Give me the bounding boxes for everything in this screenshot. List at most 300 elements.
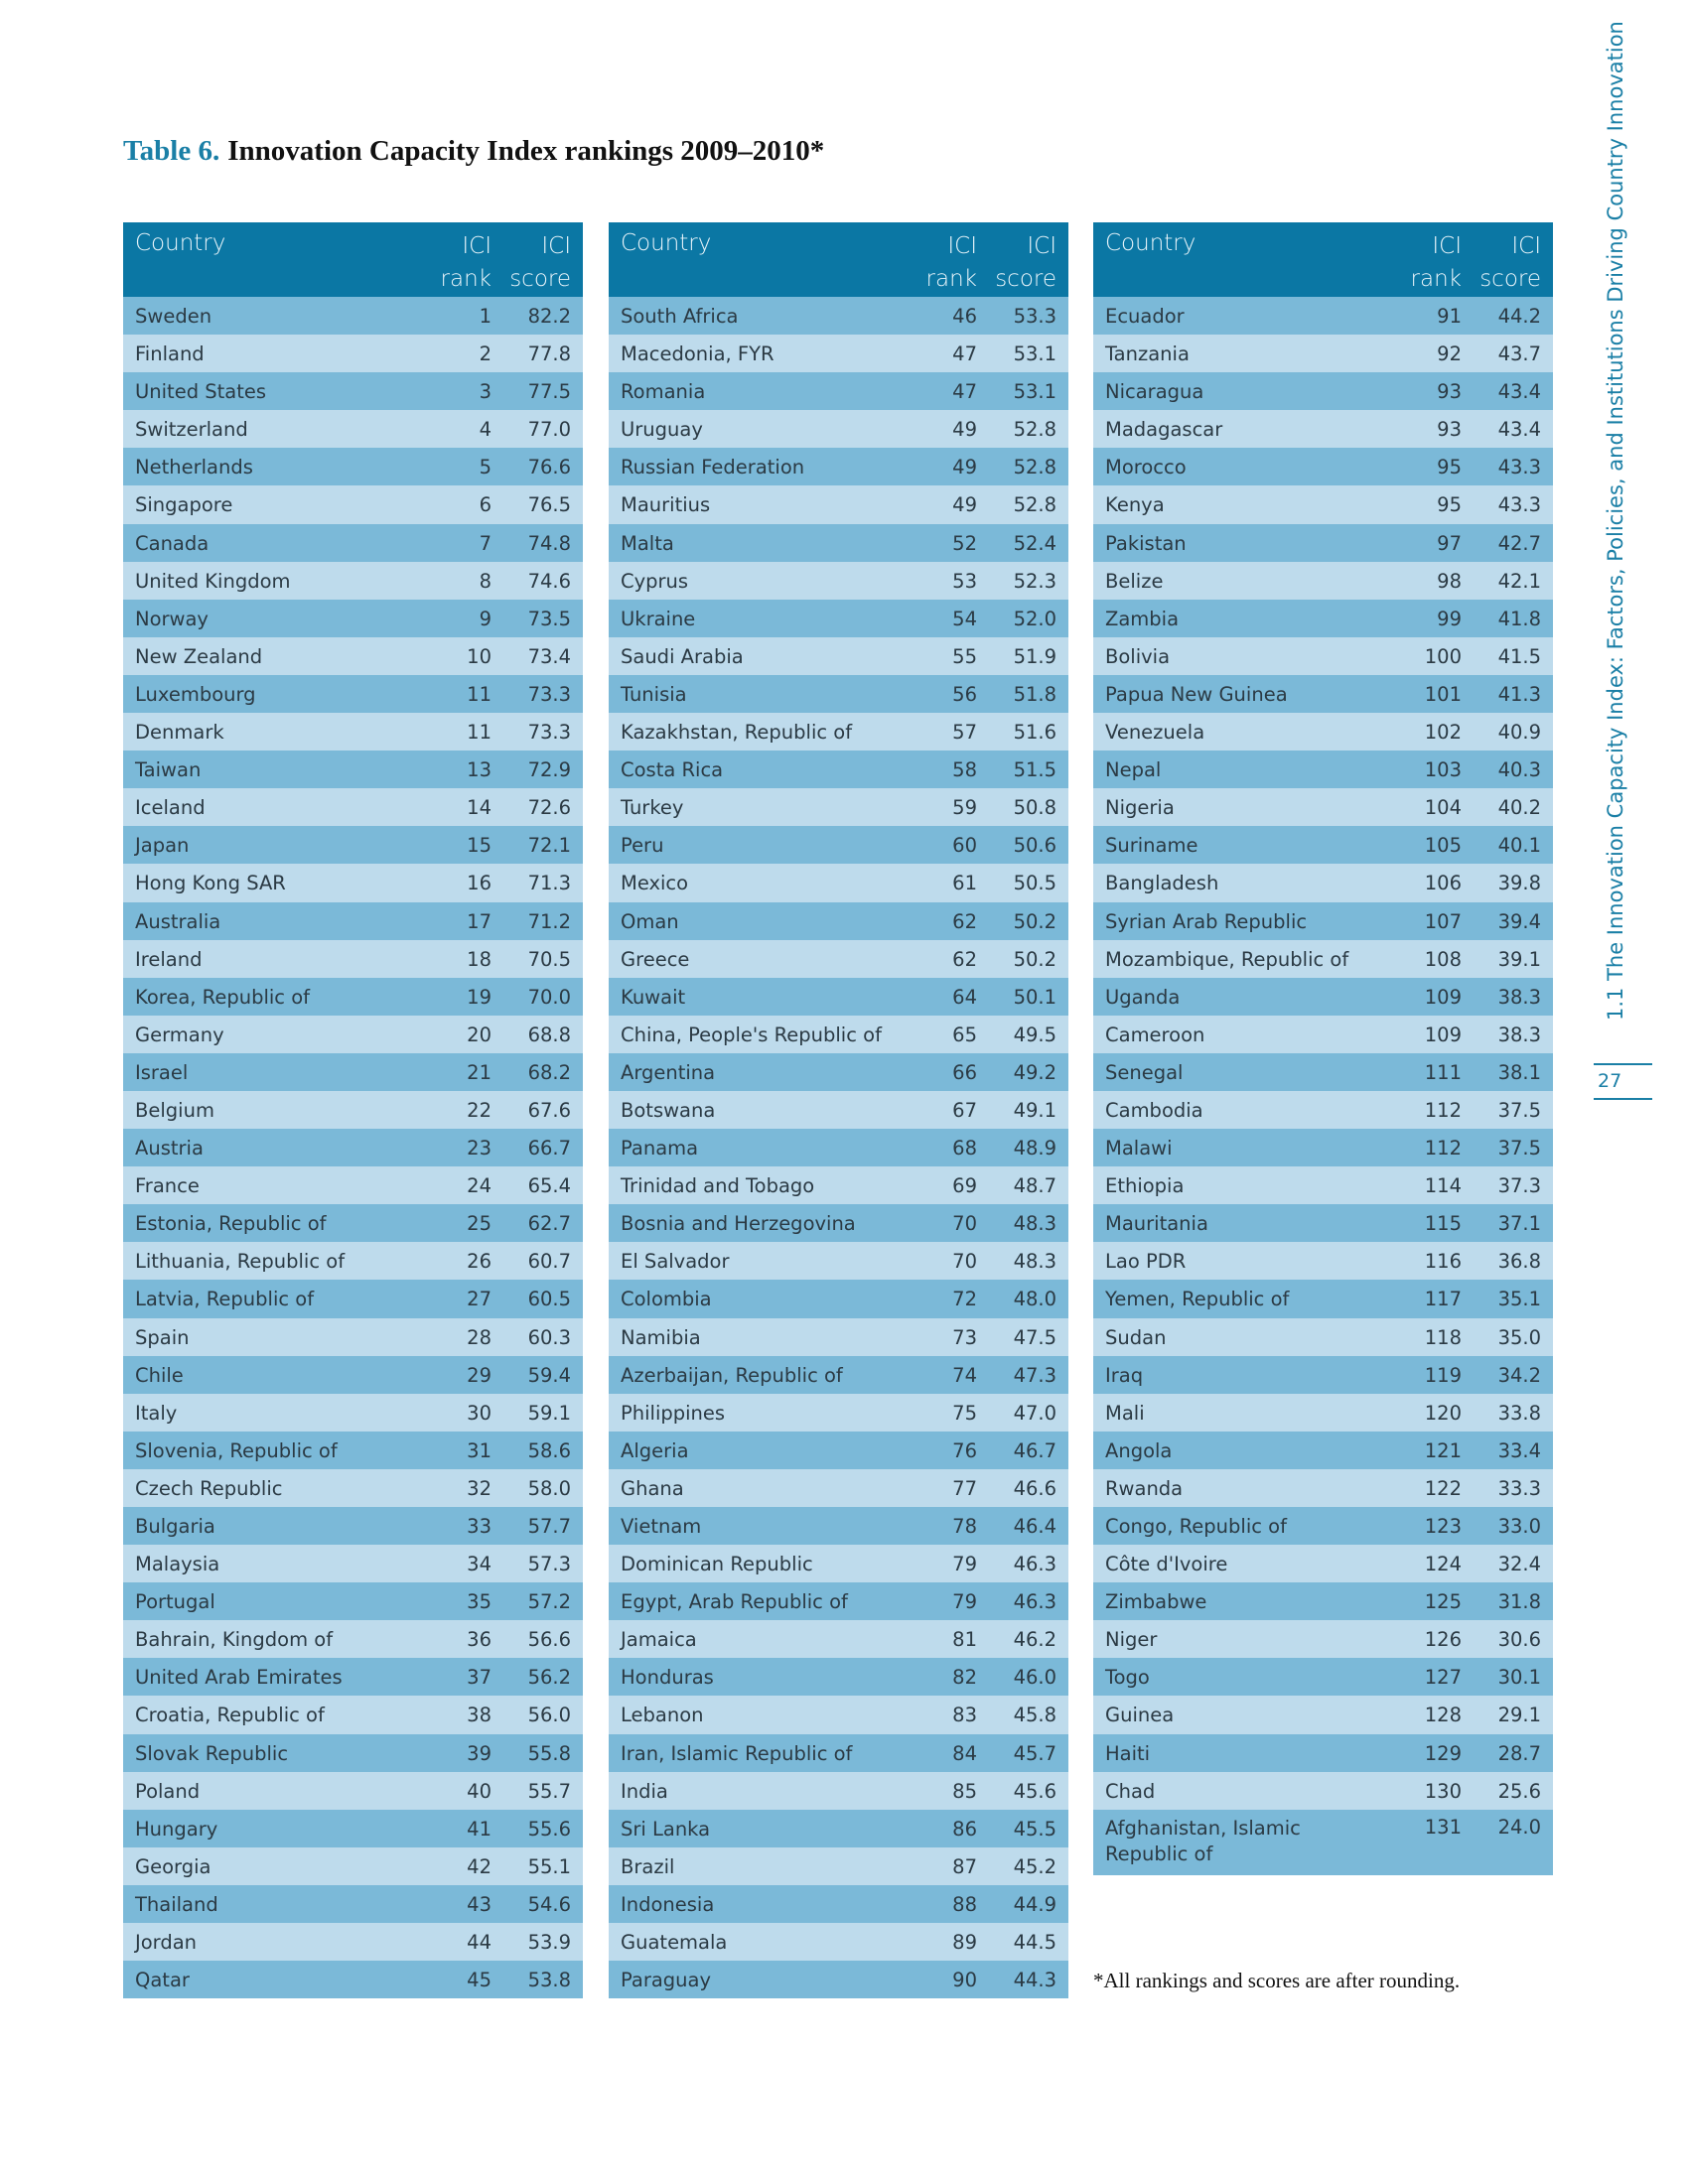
score-cell: 56.0 (527, 1704, 571, 1727)
rank-cell: 115 (1424, 1212, 1462, 1236)
table-row (1093, 978, 1553, 1016)
table-row (609, 524, 1068, 562)
rank-cell: 31 (467, 1438, 492, 1462)
country-cell: Jordan (135, 1931, 198, 1955)
score-cell: 74.8 (527, 531, 571, 555)
table-body (609, 297, 1068, 1998)
table-row (123, 1734, 583, 1772)
rank-cell: 4 (479, 418, 492, 442)
score-cell: 43.3 (1497, 493, 1541, 517)
table-row (1093, 1432, 1553, 1469)
country-cell: Egypt, Arab Republic of (621, 1590, 848, 1614)
country-cell: India (621, 1779, 668, 1803)
table-body (123, 297, 583, 1998)
country-cell: Bahrain, Kingdom of (135, 1628, 334, 1652)
score-cell: 43.4 (1497, 418, 1541, 442)
table-row (609, 978, 1068, 1016)
score-cell: 48.7 (1013, 1174, 1056, 1198)
country-cell: Vietnam (621, 1515, 702, 1538)
rank-cell: 116 (1424, 1250, 1462, 1274)
score-cell: 37.3 (1497, 1174, 1541, 1198)
header-score: ICI score (509, 233, 571, 292)
rank-cell: 130 (1424, 1779, 1462, 1803)
table-row (1093, 751, 1553, 788)
rank-cell: 8 (479, 569, 492, 593)
country-cell: Hong Kong SAR (135, 872, 286, 895)
table-row (609, 902, 1068, 940)
header-rank: ICI rank (925, 233, 977, 292)
rank-cell: 87 (952, 1854, 977, 1878)
table-row (609, 410, 1068, 448)
country-cell: New Zealand (135, 644, 263, 668)
rank-cell: 52 (952, 531, 977, 555)
country-cell: Congo, Republic of (1105, 1515, 1287, 1538)
country-cell: Mauritania (1105, 1212, 1208, 1236)
score-cell: 33.0 (1497, 1515, 1541, 1538)
table-row (1093, 902, 1553, 940)
rank-cell: 128 (1424, 1704, 1462, 1727)
country-cell: Kazakhstan, Republic of (621, 721, 853, 745)
table-row (1093, 524, 1553, 562)
table-row (1093, 1129, 1553, 1166)
rank-cell: 40 (467, 1779, 492, 1803)
table-row (609, 1204, 1068, 1242)
table-row (123, 1469, 583, 1507)
score-cell: 55.1 (527, 1854, 571, 1878)
rank-cell: 1 (479, 305, 492, 328)
table-row (609, 940, 1068, 978)
score-cell: 51.5 (1013, 758, 1056, 782)
score-cell: 43.7 (1497, 342, 1541, 366)
country-cell: Jamaica (621, 1628, 697, 1652)
rank-cell: 69 (952, 1174, 977, 1198)
table-row (123, 1053, 583, 1091)
score-cell: 40.1 (1497, 834, 1541, 858)
rank-cell: 57 (952, 721, 977, 745)
country-cell: El Salvador (621, 1250, 730, 1274)
country-cell: Mozambique, Republic of (1105, 947, 1349, 971)
table-row (123, 902, 583, 940)
score-cell: 48.9 (1013, 1137, 1056, 1160)
rank-cell: 67 (952, 1098, 977, 1122)
rank-cell: 2 (479, 342, 492, 366)
country-cell: Iran, Islamic Republic of (621, 1741, 853, 1765)
table-row (1093, 297, 1553, 335)
rank-cell: 91 (1437, 305, 1462, 328)
country-cell: Cyprus (621, 569, 689, 593)
country-cell: Philippines (621, 1401, 726, 1425)
table-row (123, 600, 583, 637)
score-cell: 35.1 (1497, 1288, 1541, 1311)
country-cell: Korea, Republic of (135, 985, 311, 1009)
country-cell: Trinidad and Tobago (621, 1174, 815, 1198)
rank-cell: 11 (467, 682, 492, 706)
rank-cell: 62 (952, 947, 977, 971)
country-cell: Honduras (621, 1666, 714, 1690)
rank-cell: 121 (1424, 1438, 1462, 1462)
table-row (609, 1885, 1068, 1923)
ranking-table-1 (123, 222, 583, 1998)
country-cell: Bolivia (1105, 644, 1171, 668)
country-cell: Mali (1105, 1401, 1145, 1425)
table-row (1093, 1204, 1553, 1242)
country-cell: Ethiopia (1105, 1174, 1185, 1198)
table-row (1093, 1582, 1553, 1620)
country-cell: South Africa (621, 305, 739, 328)
score-cell: 43.4 (1497, 380, 1541, 404)
score-cell: 59.1 (527, 1401, 571, 1425)
table-row (1093, 1658, 1553, 1696)
score-cell: 43.3 (1497, 456, 1541, 479)
score-cell: 53.8 (527, 1969, 571, 1992)
score-cell: 29.1 (1497, 1704, 1541, 1727)
score-cell: 41.5 (1497, 644, 1541, 668)
table-body (1093, 297, 1553, 1875)
score-cell: 65.4 (527, 1174, 571, 1198)
country-cell: Tanzania (1105, 342, 1190, 366)
table-row (609, 1318, 1068, 1356)
table-row (609, 1696, 1068, 1733)
header-rank: ICI rank (1410, 233, 1462, 292)
table-row (1093, 1280, 1553, 1317)
rank-cell: 30 (467, 1401, 492, 1425)
table-row (609, 335, 1068, 372)
rank-cell: 25 (467, 1212, 492, 1236)
country-cell: Guinea (1105, 1704, 1175, 1727)
rank-cell: 6 (479, 493, 492, 517)
rank-cell: 65 (952, 1023, 977, 1046)
table-row (123, 864, 583, 901)
rank-cell: 66 (952, 1060, 977, 1084)
country-cell: Botswana (621, 1098, 716, 1122)
country-cell: Slovak Republic (135, 1741, 289, 1765)
score-cell: 55.8 (527, 1741, 571, 1765)
country-cell: Portugal (135, 1590, 215, 1614)
table-row (1093, 600, 1553, 637)
country-cell: Dominican Republic (621, 1553, 813, 1576)
table-row (1093, 335, 1553, 372)
rank-cell: 123 (1424, 1515, 1462, 1538)
rank-cell: 5 (479, 456, 492, 479)
table-row (1093, 1696, 1553, 1733)
header-country: Country (1105, 230, 1196, 256)
rank-cell: 37 (467, 1666, 492, 1690)
rank-cell: 28 (467, 1325, 492, 1349)
table-row (1093, 1091, 1553, 1129)
score-cell: 45.7 (1013, 1741, 1056, 1765)
rank-cell: 47 (952, 342, 977, 366)
table-row (123, 1923, 583, 1961)
header-country: Country (135, 230, 226, 256)
country-cell: Uganda (1105, 985, 1181, 1009)
score-cell: 67.6 (527, 1098, 571, 1122)
rank-cell: 95 (1437, 493, 1462, 517)
rank-cell: 106 (1424, 872, 1462, 895)
country-cell: Spain (135, 1325, 190, 1349)
table-row (1093, 1242, 1553, 1280)
rank-cell: 111 (1424, 1060, 1462, 1084)
score-cell: 58.6 (527, 1438, 571, 1462)
table-row (123, 1620, 583, 1658)
country-cell: Ukraine (621, 607, 696, 630)
table-row (609, 1469, 1068, 1507)
rank-cell: 59 (952, 796, 977, 820)
score-cell: 48.3 (1013, 1212, 1056, 1236)
country-cell: Bangladesh (1105, 872, 1219, 895)
rank-cell: 27 (467, 1288, 492, 1311)
score-cell: 30.1 (1497, 1666, 1541, 1690)
table-row (123, 410, 583, 448)
rank-cell: 73 (952, 1325, 977, 1349)
score-cell: 33.3 (1497, 1476, 1541, 1500)
table-row (1093, 485, 1553, 523)
country-cell: Pakistan (1105, 531, 1187, 555)
rank-cell: 13 (467, 758, 492, 782)
country-cell: Romania (621, 380, 706, 404)
table-row (1093, 713, 1553, 751)
country-cell: Senegal (1105, 1060, 1184, 1084)
score-cell: 50.6 (1013, 834, 1056, 858)
score-cell: 45.6 (1013, 1779, 1056, 1803)
rank-cell: 3 (479, 380, 492, 404)
score-cell: 53.1 (1013, 380, 1056, 404)
country-cell: Denmark (135, 721, 224, 745)
score-cell: 47.0 (1013, 1401, 1056, 1425)
country-cell: Russian Federation (621, 456, 805, 479)
score-cell: 48.3 (1013, 1250, 1056, 1274)
score-cell: 39.4 (1497, 909, 1541, 933)
rank-cell: 109 (1424, 1023, 1462, 1046)
table-row (1093, 826, 1553, 864)
table-row (1093, 1772, 1553, 1810)
rank-cell: 127 (1424, 1666, 1462, 1690)
rank-cell: 83 (952, 1704, 977, 1727)
country-cell: Nicaragua (1105, 380, 1204, 404)
rank-cell: 89 (952, 1931, 977, 1955)
ranking-table-2 (609, 222, 1068, 1998)
rank-cell: 126 (1424, 1628, 1462, 1652)
score-cell: 47.3 (1013, 1363, 1056, 1387)
rank-cell: 86 (952, 1817, 977, 1841)
rank-cell: 49 (952, 456, 977, 479)
score-cell: 57.3 (527, 1553, 571, 1576)
rank-cell: 97 (1437, 531, 1462, 555)
score-cell: 38.1 (1497, 1060, 1541, 1084)
table-row (1093, 864, 1553, 901)
rank-cell: 98 (1437, 569, 1462, 593)
score-cell: 71.3 (527, 872, 571, 895)
rank-cell: 107 (1424, 909, 1462, 933)
score-cell: 55.7 (527, 1779, 571, 1803)
score-cell: 25.6 (1497, 1779, 1541, 1803)
rank-cell: 85 (952, 1779, 977, 1803)
country-cell: Mexico (621, 872, 689, 895)
score-cell: 82.2 (527, 305, 571, 328)
rank-cell: 70 (952, 1250, 977, 1274)
score-cell: 32.4 (1497, 1553, 1541, 1576)
country-cell: Kenya (1105, 493, 1165, 517)
score-cell: 44.3 (1013, 1969, 1056, 1992)
table-row (123, 1810, 583, 1847)
rank-cell: 84 (952, 1741, 977, 1765)
score-cell: 42.1 (1497, 569, 1541, 593)
table-row (1093, 788, 1553, 826)
table-row (1093, 1469, 1553, 1507)
rank-cell: 92 (1437, 342, 1462, 366)
country-cell: Japan (135, 834, 190, 858)
country-cell: Algeria (621, 1438, 689, 1462)
score-cell: 56.2 (527, 1666, 571, 1690)
table-header (123, 222, 583, 297)
score-cell: 53.9 (527, 1931, 571, 1955)
country-cell: Togo (1105, 1666, 1150, 1690)
table-row (123, 1696, 583, 1733)
table-row (1093, 448, 1553, 485)
page-number: 27 (1594, 1063, 1652, 1100)
table-row (609, 864, 1068, 901)
country-cell: Malta (621, 531, 674, 555)
table-row (123, 978, 583, 1016)
country-cell: Czech Republic (135, 1476, 283, 1500)
rank-cell: 43 (467, 1892, 492, 1916)
score-cell: 72.6 (527, 796, 571, 820)
country-cell: Bulgaria (135, 1515, 215, 1538)
table-row (609, 1091, 1068, 1129)
table-row (123, 1961, 583, 1998)
table-row (609, 372, 1068, 410)
score-cell: 33.8 (1497, 1401, 1541, 1425)
country-cell: Israel (135, 1060, 189, 1084)
rank-cell: 70 (952, 1212, 977, 1236)
country-cell: Peru (621, 834, 664, 858)
score-cell: 49.2 (1013, 1060, 1056, 1084)
rank-cell: 125 (1424, 1590, 1462, 1614)
rank-cell: 56 (952, 682, 977, 706)
rank-cell: 68 (952, 1137, 977, 1160)
table-row (609, 1129, 1068, 1166)
rank-cell: 61 (952, 872, 977, 895)
score-cell: 45.8 (1013, 1704, 1056, 1727)
country-cell: China, People's Republic of (621, 1023, 882, 1046)
score-cell: 46.4 (1013, 1515, 1056, 1538)
score-cell: 50.5 (1013, 872, 1056, 895)
table-row (123, 637, 583, 675)
rank-cell: 16 (467, 872, 492, 895)
rank-cell: 108 (1424, 947, 1462, 971)
country-cell: Turkey (621, 796, 684, 820)
table-row (609, 1545, 1068, 1582)
score-cell: 66.7 (527, 1137, 571, 1160)
rank-cell: 105 (1424, 834, 1462, 858)
table-row (123, 751, 583, 788)
country-cell: Haiti (1105, 1741, 1151, 1765)
country-cell: Finland (135, 342, 205, 366)
table-row (123, 788, 583, 826)
country-cell: Lao PDR (1105, 1250, 1187, 1274)
score-cell: 77.8 (527, 342, 571, 366)
rank-cell: 120 (1424, 1401, 1462, 1425)
table-row (1093, 1053, 1553, 1091)
table-row (609, 485, 1068, 523)
country-cell: Azerbaijan, Republic of (621, 1363, 843, 1387)
score-cell: 52.8 (1013, 493, 1056, 517)
rank-cell: 101 (1424, 682, 1462, 706)
table-row (123, 1885, 583, 1923)
country-cell: Hungary (135, 1817, 218, 1841)
country-cell: Chad (1105, 1779, 1156, 1803)
table-row (123, 1129, 583, 1166)
table-row (609, 1772, 1068, 1810)
rank-cell: 112 (1424, 1098, 1462, 1122)
country-cell: Afghanistan, Islamic Republic of (1105, 1816, 1301, 1865)
score-cell: 51.9 (1013, 644, 1056, 668)
table-row (1093, 1394, 1553, 1432)
table-row (609, 600, 1068, 637)
table-row (123, 1582, 583, 1620)
table-row (1093, 1016, 1553, 1053)
table-row (123, 1091, 583, 1129)
score-cell: 53.1 (1013, 342, 1056, 366)
score-cell: 58.0 (527, 1476, 571, 1500)
score-cell: 71.2 (527, 909, 571, 933)
score-cell: 72.1 (527, 834, 571, 858)
rank-cell: 24 (467, 1174, 492, 1198)
rank-cell: 20 (467, 1023, 492, 1046)
table-row (609, 1053, 1068, 1091)
score-cell: 68.2 (527, 1060, 571, 1084)
country-cell: Taiwan (135, 758, 202, 782)
rank-cell: 53 (952, 569, 977, 593)
rank-cell: 17 (467, 909, 492, 933)
rank-cell: 11 (467, 721, 492, 745)
country-cell: Kuwait (621, 985, 686, 1009)
rank-cell: 79 (952, 1553, 977, 1576)
table-row (609, 1847, 1068, 1885)
country-cell: Morocco (1105, 456, 1187, 479)
table-row (123, 1658, 583, 1696)
score-cell: 39.1 (1497, 947, 1541, 971)
table-row (1093, 637, 1553, 675)
score-cell: 28.7 (1497, 1741, 1541, 1765)
score-cell: 73.3 (527, 682, 571, 706)
score-cell: 53.3 (1013, 305, 1056, 328)
score-cell: 36.8 (1497, 1250, 1541, 1274)
score-cell: 60.7 (527, 1250, 571, 1274)
rank-cell: 58 (952, 758, 977, 782)
country-cell: Sri Lanka (621, 1817, 711, 1841)
score-cell: 59.4 (527, 1363, 571, 1387)
rank-cell: 23 (467, 1137, 492, 1160)
rank-cell: 36 (467, 1628, 492, 1652)
table-row (123, 1318, 583, 1356)
table-row (609, 297, 1068, 335)
table-row (609, 713, 1068, 751)
rank-cell: 64 (952, 985, 977, 1009)
table-row (609, 751, 1068, 788)
rank-cell: 55 (952, 644, 977, 668)
score-cell: 52.3 (1013, 569, 1056, 593)
score-cell: 52.4 (1013, 531, 1056, 555)
rank-cell: 124 (1424, 1553, 1462, 1576)
country-cell: Estonia, Republic of (135, 1212, 327, 1236)
score-cell: 40.2 (1497, 796, 1541, 820)
score-cell: 60.5 (527, 1288, 571, 1311)
table-row (123, 1507, 583, 1545)
country-cell: Italy (135, 1401, 178, 1425)
score-cell: 51.6 (1013, 721, 1056, 745)
rank-cell: 90 (952, 1969, 977, 1992)
table-row (1093, 1545, 1553, 1582)
